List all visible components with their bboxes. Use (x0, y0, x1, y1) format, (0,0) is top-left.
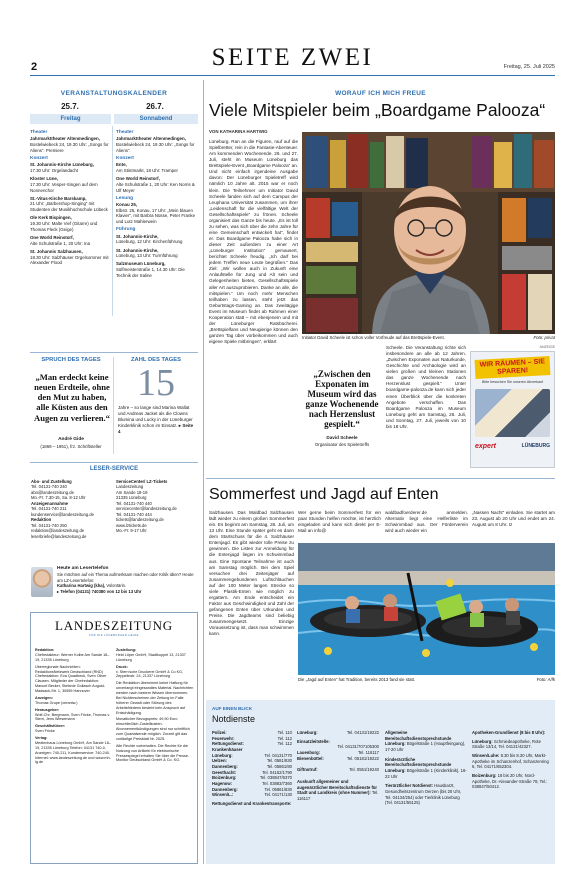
service-line[interactable]: Tel. 04131-740 444 (116, 511, 152, 517)
service-line[interactable]: Tel. 04131-740 211 (31, 506, 67, 512)
notdienste-title: Notdienste (212, 714, 256, 724)
nd-entry: Lüneburg: Schmiedeapotheke, Rote Straße 13/14, Tel. 04131/42327. (472, 738, 541, 750)
event-category: Theater (116, 130, 134, 135)
masthead-rule (30, 75, 555, 76)
event-item: St.-Vitus-Kirche Barskamp, 21 Uhr: „Barbershop-Singing“ mit Studenten der Musikhochschule Lübeck (30, 195, 108, 213)
editor-name-line: Katharina Hartwig (kha), Volontärin. (57, 583, 127, 589)
service-line: Mo.-Fr. 9-17 Uhr (116, 528, 147, 534)
service-line[interactable]: tickets@landeszeitung.de (116, 517, 164, 523)
service-col-left (31, 479, 115, 539)
calendar-col-1 (30, 128, 110, 269)
nd-entry: Kinderärztliche Bereitschaftsdienstsprechstunde Lüneburg: Bögelstraße 1 (Kinderklinik), 16-22 Uhr (385, 756, 467, 779)
nd-entry: Lauenburg: Tel. 116117 (297, 750, 379, 756)
editor-phone[interactable]: ▸ Telefon (04131) 740380 von 12 bis 13 Uhr (57, 588, 142, 594)
event-item: Salzmuseum Lüneburg, Sülfmeisterstraße 1, 14.30 Uhr: Die Technik der Saline (116, 261, 185, 278)
event-item: Ente, Am Stintmarkt, 18 Uhr: Tramper (116, 162, 178, 173)
number-link[interactable]: ▸ Seite 4 (118, 422, 194, 434)
article2-headline: Sommerfest und Jagd auf Enten (209, 486, 439, 503)
article-body-col-3: Scheele. Die Veranstaltung richte sich insbesondere an alle ab 12 Jahren. „Zwischen Exponaten aus Naturkunde, Geschichte und Archäologie wird an vielen großen und kleinen Stationen das ganze Wochenende nach Herzenslust gespielt.“ Unter boardgame-palooza.de kann sich jeder einen Überblick über die konkreten Angebote verschaffen. Das Boardgame Palooza im Museum Lüneburg geht am Samstag, 26. Juli, und Sonntag, 27. Juli, jeweils von 10 bis 18 Uhr. (386, 345, 466, 429)
quote-divider (113, 357, 114, 454)
service-line[interactable]: redaktion@landeszeitung.de (31, 528, 85, 534)
article2-body-col-3: waldbadfoerderer.de anmelden. Alternativ liegt eine Helferliste im Schwimmbad aus. Der Förderverein wird auch wieder ein (385, 510, 468, 534)
article2-photo (298, 543, 555, 675)
editor-heading: Heute am Lesertelefon (57, 566, 109, 571)
calendar-day-1-label: Freitag (30, 114, 111, 124)
nd-entry: Rettungsdienst: Tel. 112 (212, 741, 292, 747)
article2-photo-caption: Die „Jagd auf Enten“ hat Tradition, bereits 2013 fand sie statt. Foto: A/fk (298, 677, 555, 682)
section-rule (30, 462, 198, 463)
nd-entry: Auskunft allgemeiner und augenärztlicher Bereitschaftsdienste für Stadt und Landkreis (ohne Nummer): Tel. 116117 (297, 779, 379, 802)
service-line[interactable]: abo@landeszeitung.de (31, 489, 74, 495)
service-line[interactable]: www.lztickets.de (116, 522, 147, 528)
event-category: Konzert (30, 155, 48, 161)
nd-entry: Lüneburg: Tel. 04131/19222 (297, 730, 379, 735)
ad-headline: WIR RÄUMEN – SIE SPAREN! (475, 356, 551, 379)
nd-entry: Apotheken-Grundlienst (8 bis 8 Uhr): (472, 730, 546, 735)
service-heading: LESER-SERVICE (89, 466, 139, 472)
notdienste-col-4 (472, 730, 552, 790)
nd-entry: Winsen/Luhe: 8.30 bis 8.30 Uhr, Markt-Apotheke im Schanzenhof, Schanzenring 6, Tel. 04171/652304. (472, 753, 549, 770)
ad-subline: Bitte besuchen Sie unseren Abverkauf (482, 380, 543, 385)
impressum-col-1: Redaktion: Chefredakteur: Werner Kolbe Am Sande 18–19, 21335 Lüneburg Überregionale Nachrichten: RedaktionsNetzwerk Deutschland (RND) Chefredaktion: Eva Quadbeck, Sven Oliver Clausen. Mitglieder der Chefredaktion: Manuel Becker, Stefanie Gollasch August-Madsack-Str. 1, 30559 Hannover Anzeigen: Thomas Grupe (verantw.) Herausgeber: Wolf-Chr. Bergmann, Sven Fricke, Thomas v. Stern, Jens Wiesemann Geschäftsführer: Sven Fricke Verlag: Medienhaus Lüneburg GmbH, Am Sande 18–19, 21335 Lüneburg Telefon: 04131 740-0, Anzeigen: 740-211, Kundenservice: 740-240, Internet: www.landeszeitung.de und www.mh-lg.de (35, 648, 111, 765)
number-text (118, 405, 196, 435)
ad-label: ANZEIGE (539, 345, 555, 349)
section-rule (206, 478, 555, 479)
event-item: One World Reinstorf, Alte Schulstraße 1, 20 Uhr: Ina (30, 235, 91, 246)
ad-box[interactable] (470, 351, 555, 468)
article-byline: VON KATHARINA HARTWIG (209, 129, 268, 134)
page-divider (203, 80, 204, 864)
service-col-right (116, 479, 198, 534)
service-line[interactable]: Tel. 04131-740 440 (116, 500, 152, 506)
service-label: Abo- und Zustellung (31, 479, 72, 484)
service-label: ServiceCenter/ LZ-Tickets (116, 479, 168, 484)
nd-entry: Giftnotruf: Tel. 0551/19240 (297, 767, 379, 773)
impressum-logo: LANDESZEITUNG (55, 618, 173, 633)
service-line[interactable]: leserbriefe@landeszeitung.de (31, 533, 87, 539)
page-number: 2 (31, 61, 38, 73)
number-heading: ZAHL DES TAGES (130, 357, 182, 363)
article-body-col-2 (302, 345, 382, 473)
photo-caption: Initiator David Scheele ist schon voller Vorfreude auf das Brettspiele-Event. Foto: privat (302, 335, 555, 340)
number-value: 15 (137, 362, 175, 404)
service-line: Am Sande 18-19 (116, 489, 148, 495)
nd-entry: Allgemeine Bereitschaftsdienstsprechstunde Lüneburg: Bögelstraße 1 (Hauptfeingang), 17-20 Uhr (385, 730, 466, 753)
event-item: St. Johannis-Kirche Lüneburg, 17.30 Uhr: Orgelandacht (30, 162, 94, 173)
service-line[interactable]: kundenservice@landeszeitung.de (31, 511, 94, 517)
quote-author-note: (1869 – 1951), frz. Schriftsteller (40, 444, 102, 449)
nd-entry: Lüneburg: Tel. 04131/770 (212, 752, 292, 758)
section-rule (30, 352, 198, 353)
event-item: Kloster Lüne, 17.30 Uhr: Vesper-Singen auf dem Nonnenchor (30, 176, 98, 193)
calendar-divider (112, 126, 113, 316)
service-line[interactable]: servicecenter@landeszeitung.de (116, 506, 177, 512)
pool-illustration (298, 543, 555, 675)
quote-heading: SPRUCH DES TAGES (41, 357, 101, 363)
event-item: Jahrmarkttheater Altenmedingen, Bostelwiebeck 24, 19.30 Uhr: „Songs for Aliens“. (116, 136, 195, 153)
nd-entry: Rettungsdienst und Krankentransporte: (212, 801, 292, 807)
article2-body-col-1: Salzhausen. Das Waldbad Salzhausen lädt wieder zu einem großen Sommerfest ein. Es beginnt am Samstag, 26. Juli, um 13 Uhr. Eine Stunde später geht es dann dem Startschuss für die 4. Salzhäuser Entenjagd. Es gibt wieder tolle Preise zu gewinnen. Die Listen zur Anmeldung für die Entenjagd liegen im Schwimmbad aus. Eine Spontane Teilnahme ist auch am Samstag möglich. Bei dem Spiel versuchen drei Zeitenjäger auf zusammengebundenen Luftschläuchen auf der 100 Meter langen Strecke so viele Plastik-Enten wie möglich zu ergattern. Am Ende entscheidet ein Faktor aus Geschwindigkeit und Zahl der gefangenen Enten über Urkunden und Preise. Die Jagdteams sind beliebig zusammengesetzt. Einzige Voraussetzung ist, dass man schwimmen kann. (209, 510, 294, 637)
service-label: Anzeigenannahme (31, 500, 68, 506)
event-item: St. Johannis Salzhausen, 18.30 Uhr: Salzhäuser Orgelsommer mit Alexander Flood (30, 248, 109, 266)
calendar-day-2-date: 26.7. (146, 102, 164, 111)
calendar-day-1-date: 25.7. (61, 102, 79, 111)
notdienste-col-3 (385, 730, 468, 806)
number-description: Jahre – so lange sind Marina Wallat und Andreas Jacket als die Clowns Blumina und Lucky in der Lüneburger Kinderklinik schon im Einsatz. (118, 405, 193, 428)
quote-text: „Man erdeckt keine neuen Erdteile, ohne den Mut zu haben, alle Küsten aus den Augen zu verlieren.“ (34, 372, 110, 423)
nd-entry: Hagenow: Tel. 03883/7360 (212, 781, 292, 787)
editor-text: Sie möchten auf ein Thema aufmerksam machen oder Kritik üben? Heute am LZ-Lesertelefon: (57, 572, 194, 583)
editor-block (57, 566, 199, 594)
impressum-logo-sub: FÜR DIE LÜNEBURGER HEIDE (89, 634, 139, 637)
article2-body-col-4: „Nassen Nacht“ einladen. Sie startet am 23. August ab 20 Uhr und endet am 24. August um 8 Uhr. Iz (472, 510, 555, 528)
event-item: St. Johannis-Kirche, Lüneburg, 12 Uhr: Kirchenführung (116, 233, 183, 245)
event-item: One World Reinstorf, Alte Schulstraße 1, 20 Uhr: Ken Norris & Ulf Meyer (116, 176, 195, 193)
event-item: Ole Kerk Bispingen, 19.30 Uhr: Malte Vief (Gitarre) und Thomas Fleck (Geige) (30, 215, 98, 232)
service-line: 21335 Lüneburg (116, 495, 147, 501)
service-label: Redaktion (31, 517, 52, 523)
nd-entry: Uelzen: Tel. 0581/830 (212, 758, 292, 764)
nd-entry: Bienenbüttel: Tel. 05181/19222 (297, 755, 379, 761)
editor-avatar (31, 567, 53, 597)
article-photo (302, 132, 555, 334)
nd-entry: Tierärztlicher Notdienst: Hausbarzt, Gesundheitszentrum Oerzen (bis 20 Uhr, Tel. 04134/254) oder Tierklinik Lüneburg (Tel. 04131/55125) (385, 783, 462, 806)
event-category: Konzert (116, 155, 134, 161)
service-line: Landeszeitung (116, 484, 144, 490)
service-line: Mo.-Fr. 7.30-15, Sa. 8-12 Uhr (31, 495, 86, 501)
ad-brand: expert (475, 443, 497, 451)
ad-city: LÜNEBURG (521, 443, 550, 450)
notdienste-col-2 (297, 730, 379, 802)
nd-entry: Geesthacht: Tel. 04152/1790 (212, 769, 292, 775)
calendar-col-2 (116, 128, 198, 281)
nd-entry: Dannenberg: Tel. 05861/80 (212, 764, 292, 770)
nd-entry: Polizei: Tel. 110 (212, 730, 292, 735)
event-category: Theater (30, 130, 48, 135)
nd-entry: Dannenberg: Tel. 05861/830 (212, 786, 292, 792)
impressum-col-2: Zustellung: Heid Löper GmbH, Stadtkoppel 13, 21337 Lüneburg Druck: v. Stern'sche Druckerei GmbH & Co KG, Zeppelinstr. 24, 21337 Lüneburg Die Redaktion übernimmt keine Haftung für unverlangt eingesandtes Material. Nachrichten werden nach bestem Wissen übernommen. Bei Nichterscheinen der Zeitung im Falle höherer Gewalt oder Störung des Arbeitsfriedens besteht kein Anspruch auf Entschädigung. Monatlicher Bezugspreis: 49,90 Euro einschließlich Zustellkosten. Abonnementkündigungen sind nur schriftlich zum Quartalsende möglich. Zurzeit gilt das vorläufige Preisblatt Nr. 2025. Alle Rechte vorbehalten. Die Rechte für die Nutzung von Artikeln für elektronische Pressespiegel erhalten Sie über die Presse-Monitor Deutschland GmbH & Co. KG. (116, 648, 194, 763)
service-line[interactable]: Tel. 04131-740 240 (31, 484, 67, 490)
pull-quote: „Zwischen den Exponaten im Museum wird das ganze Wochenende nach Herzenslust gespielt.“ (305, 369, 379, 430)
pull-quote-author: David Scheele (326, 435, 358, 441)
nd-entry: Boizenburg: 18 bis 20 Uhr, Nord-Apotheke, Dr.-Alexander-Straße 78, Tel.: 038847/50412. (472, 773, 548, 790)
issue-date: Freitag, 25. Juli 2025 (503, 64, 555, 70)
article2-body-col-2: Wer gerne beim Sommerfest für ein paar Stunden helfen möchte, ist herzlich eingeladen und kann sich direkt per E-Mail an info@ (298, 510, 381, 534)
calendar-heading: VERANSTALTUNGSKALENDER (60, 90, 168, 97)
service-line[interactable]: Tel. 04131-740 250 (31, 522, 67, 528)
page-title: SEITE ZWEI (211, 44, 374, 71)
pull-quote-role: Organisator des Spieletreffs (314, 441, 370, 447)
article-body-col-1: Lüneburg. Ran an die Figuren, rauf auf die Spielbretter, rein in die Fantasie-Abenteuer. Am kommenden Wochenende, 26. und 27. Juli, steht im Museum Lüneburg das Brettspiele-Event „Boardgame Palooza“ an. Und nicht einfach irgendeine Ausgabe davon: Der Lüneburger Spieletreff wird nämlich 10 Jahre alt. 2015 war er noch klein. Die Teilnehmer um Initiator David Scheele fanden sich auf dem Campus der Leuphana Universität zusammen, um ihrer „Leidenschaft für die vielfältige Welt der Gesellschaftsspiele“ zu frönen. Scheele organisiert das Ganze bis heute. „Es ist toll zu sehen, was sich über die zehn Jahre für eine Gemeinschaft entwickelt hat“, findet er. Das Boardgame Palooza habe sich in dieser Zeit außerdem zu einer Art „Lüneburger Institution“ gemausert, berichtet Scheele freudig. „Ich darf bei jedem Treffen neue Leute begrüßen.“ Das Ziel: „Wir wollen auch in Zukunft eine Anlaufstelle für Jung und Alt sein und Gelegenheiten bieten, Gesellschaftsspiele aller Art auszuprobieren. Danke an alle, die mitspielen.“ Um noch mehr Menschen teilhaben zu lassen, steht jetzt das Geburtstags-Gaming an. Das zweitägige Event im Museum findet ab Rahmen einer Kooperation statt – mit ebenjenem und mit der Lüneburger Ratsbücherei. „Brettspielfans und Neugierige können den ganzen Tag über vorbeikommen und auch eigene Spiele mitbringen“, erklärt (209, 139, 298, 345)
event-category: Lesung (116, 195, 134, 201)
event-category: Führung (116, 227, 136, 233)
nd-entry: Boizenburg: Tel. 038847/6370 (212, 775, 292, 781)
notdienste-col-1 (212, 730, 292, 807)
nd-entry: Winsen/L.: Tel. 04171/130 (212, 792, 292, 798)
event-item: Jahrmarkttheater Altenmedingen, Bostelwiebeck 24, 19.30 Uhr: „Songs for Aliens“. Premiere (30, 136, 109, 153)
nd-entry: Krankenhäuser (212, 747, 243, 753)
event-item: Konau 25, Elbstr. 25, Konau, 17 Uhr: „Mein blauen Klavier“, mit Barbra Nüsse, Peter Franke und Lutz Mahlerwein (116, 201, 196, 225)
notdienste-kicker: AUF EINEN BLICK (212, 706, 253, 711)
quote-author: André Gide (58, 437, 84, 442)
nd-entry: Einsatzleitstelle: Tel. 04131/707105300 (297, 738, 379, 750)
nd-entry: Feuerwehr: Tel. 112 (212, 735, 292, 741)
event-item: St. Johannis-Kirche, Lüneburg, 13 Uhr: Turmführung (116, 247, 178, 259)
ad-product-image (475, 389, 550, 437)
article-headline: Viele Mitspieler beim „Boardgame Palooza“ (209, 100, 546, 120)
calendar-day-2-label: Sonnabend (114, 114, 198, 124)
photo-illustration (302, 132, 555, 334)
article-kicker: WORAUF ICH MICH FREUE (335, 90, 426, 97)
